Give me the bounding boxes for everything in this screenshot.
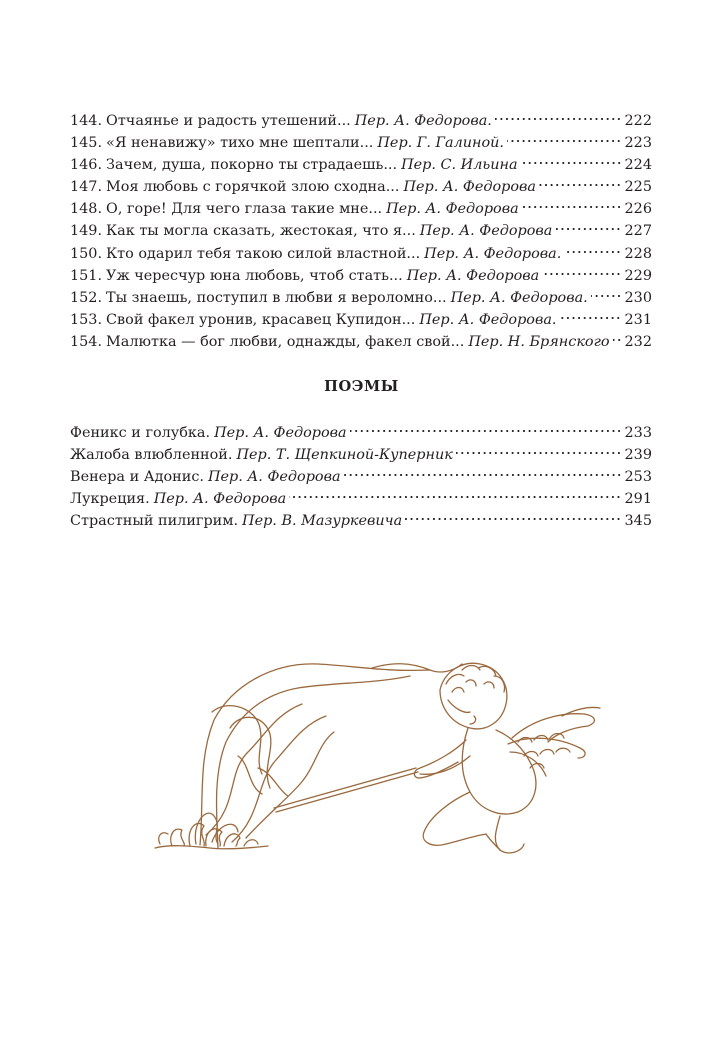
entry-title: Венера и Адонис. bbox=[70, 469, 204, 486]
entry-number: 152. bbox=[70, 289, 103, 306]
entry-translator: Пер. А. Федорова. bbox=[424, 245, 562, 262]
entry-translator: Пер. А. Федорова bbox=[214, 425, 347, 441]
entry-translator: Пер. А. Федорова. bbox=[450, 289, 588, 306]
entry-page: 230 bbox=[624, 289, 652, 306]
toc-entry[interactable] bbox=[70, 466, 652, 488]
entry-number: 150. bbox=[70, 245, 103, 262]
entry-title: Малютка — бог любви, однажды, факел свой... bbox=[106, 333, 465, 350]
dot-leader bbox=[559, 316, 621, 320]
dot-leader bbox=[507, 139, 622, 143]
toc-entry[interactable] bbox=[70, 132, 652, 154]
entry-number: 149. bbox=[70, 223, 103, 240]
entry-translator: Пер. Н. Брянского bbox=[468, 333, 610, 350]
entry-page: 222 bbox=[624, 113, 652, 129]
smoke-plume bbox=[200, 664, 462, 848]
section-heading: ПОЭМЫ bbox=[324, 378, 399, 395]
entry-title: Зачем, душа, покорно ты страдаешь... bbox=[106, 157, 398, 174]
entry-title: Отчаянье и радость утешений... bbox=[106, 113, 351, 129]
entry-translator: Пер. А. Федорова bbox=[403, 179, 536, 196]
entry-number: 151. bbox=[70, 267, 103, 284]
dot-leader bbox=[613, 338, 622, 342]
toc-entry[interactable] bbox=[70, 110, 652, 132]
entry-translator: Пер. А. Федорова bbox=[406, 267, 540, 284]
toc-entry[interactable] bbox=[70, 154, 652, 176]
dot-leader bbox=[539, 183, 622, 187]
toc-entry[interactable] bbox=[70, 287, 652, 309]
entry-title: Как ты могла сказать, жестокая, что я... bbox=[106, 223, 416, 240]
toc-entry[interactable] bbox=[70, 422, 652, 444]
entry-page: 223 bbox=[624, 135, 652, 152]
toc-entry[interactable] bbox=[70, 243, 652, 265]
dot-leader bbox=[555, 227, 621, 231]
torch bbox=[274, 768, 418, 812]
flame-icon bbox=[155, 813, 268, 849]
entry-translator: Пер. С. Ильина bbox=[401, 157, 518, 174]
entry-page: 345 bbox=[624, 513, 652, 530]
dot-leader bbox=[591, 294, 622, 298]
toc-entry[interactable] bbox=[70, 265, 652, 287]
entry-title: Феникс и голубка. bbox=[70, 425, 211, 441]
entry-page: 231 bbox=[624, 311, 652, 328]
toc-entry[interactable] bbox=[70, 510, 652, 532]
entry-translator: Пер. А. Федорова bbox=[386, 201, 519, 218]
dot-leader bbox=[456, 451, 622, 455]
entry-title: «Я ненавижу» тихо мне шептали... bbox=[106, 135, 374, 152]
toc-entry[interactable] bbox=[70, 444, 652, 466]
dot-leader bbox=[522, 205, 622, 209]
cupid-figure bbox=[414, 663, 600, 853]
entry-translator: Пер. А. Федорова bbox=[153, 491, 287, 508]
dot-leader bbox=[542, 272, 621, 276]
entry-translator: Пер. А. Федорова. bbox=[354, 113, 492, 129]
entry-number: 146. bbox=[70, 157, 103, 174]
entry-title: Уж чересчур юна любовь, чтоб стать... bbox=[106, 267, 403, 284]
dot-leader bbox=[521, 161, 622, 165]
entry-title: Ты знаешь, поступил в любви я вероломно... bbox=[106, 289, 447, 306]
entry-number: 147. bbox=[70, 179, 103, 196]
toc-entry[interactable] bbox=[70, 198, 652, 220]
entry-title: Лукреция. bbox=[70, 491, 150, 508]
entry-translator: Пер. В. Мазуркевича bbox=[242, 513, 403, 530]
toc-entry[interactable] bbox=[70, 488, 652, 510]
entry-title: Моя любовь с горячкой злою сходна... bbox=[106, 179, 400, 196]
toc-entry[interactable] bbox=[70, 331, 652, 353]
entry-translator: Пер. Т. Щепкиной-Куперник bbox=[236, 447, 453, 464]
entry-title: О, горе! Для чего глаза такие мне... bbox=[106, 201, 383, 218]
entry-page: 233 bbox=[624, 425, 652, 441]
sonnets-toc bbox=[70, 110, 652, 353]
dot-leader bbox=[350, 429, 622, 433]
entry-page: 228 bbox=[624, 245, 652, 262]
dot-leader bbox=[405, 517, 621, 521]
entry-translator: Пер. Г. Галиной. bbox=[377, 135, 505, 152]
entry-page: 225 bbox=[624, 179, 652, 196]
entry-page: 253 bbox=[624, 469, 652, 486]
entry-title: Свой факел уронив, красавец Купидон... bbox=[106, 311, 416, 328]
entry-title: Кто одарил тебя такою силой властной... bbox=[106, 245, 421, 262]
entry-page: 232 bbox=[624, 333, 652, 350]
dot-leader bbox=[344, 473, 622, 477]
entry-page: 229 bbox=[624, 267, 652, 284]
dot-leader bbox=[289, 495, 621, 499]
toc-entry[interactable] bbox=[70, 309, 652, 331]
toc-entry[interactable] bbox=[70, 176, 652, 198]
entry-page: 226 bbox=[624, 201, 652, 218]
entry-title: Жалоба влюбленной. bbox=[70, 447, 233, 464]
cupid-torch-illustration bbox=[150, 650, 605, 875]
entry-number: 154. bbox=[70, 333, 103, 350]
entry-number: 145. bbox=[70, 135, 103, 152]
entry-number: 153. bbox=[70, 311, 103, 328]
entry-translator: Пер. А. Федорова. bbox=[419, 311, 557, 328]
poems-toc bbox=[70, 422, 652, 532]
entry-title: Страстный пилигрим. bbox=[70, 513, 239, 530]
dot-leader bbox=[564, 250, 621, 254]
entry-page: 291 bbox=[624, 491, 652, 508]
entry-number: 144. bbox=[70, 113, 103, 129]
toc-entry[interactable] bbox=[70, 220, 652, 242]
dot-leader bbox=[495, 117, 622, 121]
entry-page: 227 bbox=[624, 223, 652, 240]
entry-page: 224 bbox=[624, 157, 652, 174]
entry-translator: Пер. А. Федорова bbox=[419, 223, 553, 240]
entry-translator: Пер. А. Федорова bbox=[207, 469, 341, 486]
entry-page: 239 bbox=[624, 447, 652, 464]
entry-number: 148. bbox=[70, 201, 103, 218]
